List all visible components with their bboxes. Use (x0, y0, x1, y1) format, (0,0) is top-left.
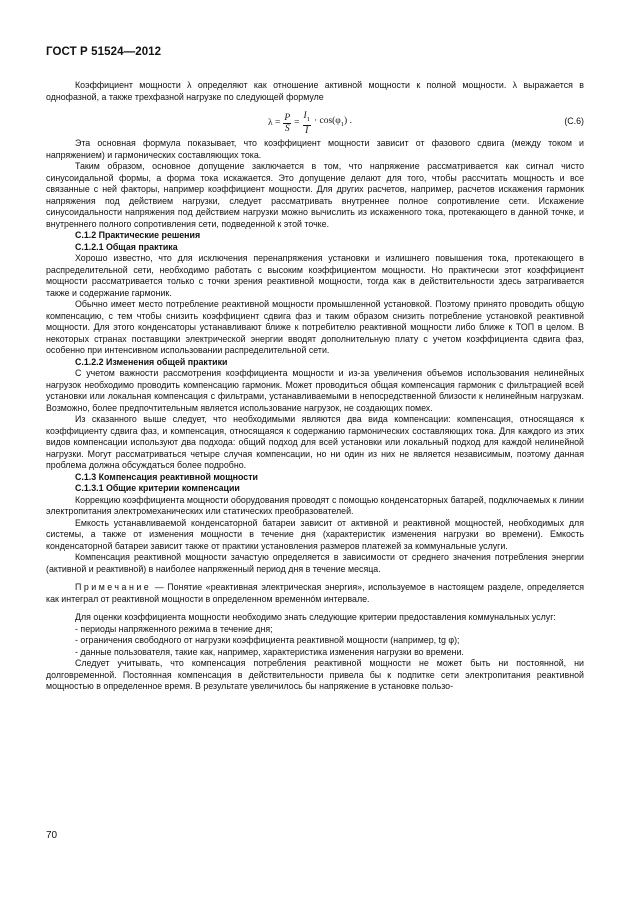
section-heading-c131: С.1.3.1 Общие критерии компенсации (75, 483, 240, 493)
note-paragraph (46, 582, 584, 605)
section-heading-c13: С.1.3 Компенсация реактивной мощности (75, 471, 258, 482)
formula-expression (268, 111, 352, 136)
formula-lhs: λ = (268, 117, 281, 128)
section-heading-c121: С.1.2.1 Общая практика (75, 241, 178, 252)
formula-fraction-p-s (283, 113, 291, 134)
formula-cos-term: · $\cos(\varphi_1)$ . (313, 116, 352, 129)
list-item: - данные пользователя, такие как, например, характеристика изменения нагрузки во времени. (75, 646, 464, 657)
criteria-intro: Для оценки коэффициента мощности необходимо знать следующие критерии предоставления коммунальных услуг: (75, 612, 556, 622)
section-heading-c122: С.1.2.2 Изменения общей практики (75, 356, 228, 367)
formula-frac1-denominator: S (284, 123, 290, 134)
page-number: 70 (46, 830, 58, 841)
paragraph: Коррекцию коэффициента мощности оборудования проводят с помощью конденсаторных батарей, подключаемых к линии электропитания электромеханических или статических преобразователей. (46, 494, 584, 516)
paragraph: Таким образом, основное допущение заключается в том, что напряжение рассматривается как сигнал чисто синусоидальной формы, а форма тока искажается. Это допущение делают для того, чтобы рассчитать мощность и все связанные с ней факторы, например коэффициент мощности. Для других расчетов, например, расчетов искажения гармоник напряжения под действием нагрузки, следует рассматривать внутреннее полное сопротивление сети. Искажение синусоидальности напряжения под действием нагрузки можно вычислить из искаженного тока, протекающего в данной точке, и внутреннего полного сопротивления сети, подведенной к этой точке. (46, 161, 584, 229)
list-item: - ограничения свободного от нагрузки коэффициента реактивной мощности (например, tg φ); (75, 635, 460, 645)
paragraph: Хорошо известно, что для исключения перенапряжения установки и излишнего повышения тока, протекающего в распределительной сети, необходимо работать с высоким коэффициентом мощности. Но практически этот коэффициент мощности рассматривается только с точки зрения реактивной мощности, тогда как в действительности здесь затрагивается также и содержание гармоник. (46, 253, 584, 298)
formula-frac2-denominator: I (305, 125, 309, 136)
paragraph: Из сказанного выше следует, что необходимыми являются два вида компенсации: компенсация, относящаяся к коэффициенту сдвига фаз, и компенсация, относящаяся к содержанию гармонических составляющих тока. Для каждого из этих видов компенсации используют два подхода: общий подход для всей установки или локальный подход для каждой нелинейной нагрузки. Могут рассматриваться четыре случая компенсации, но ни один из них не является независимым, поэтому данная проблема должна обсуждаться более подробно. (46, 414, 584, 470)
paragraph: Обычно имеет место потребление реактивной мощности промышленной установкой. Поэтому принято проводить общую компенсацию, с тем чтобы снизить коэффициент сдвига фаз и таким образом снизить потребление установкой реактивной мощности. Для этого конденсаторы устанавливают ближе к потребителю реактивной мощности либо ближе к ТОП в целом. В некоторых странах поставщики электрической энергии вводят дополнительную плату с учетом коэффициента сдвига фаз, особенно при интенсивном использовании распределительной сети. (46, 299, 584, 355)
paragraph: Компенсация реактивной мощности зачастую определяется в зависимости от среднего значения потребления энергии (активной и реактивной) в наиболее напряженный период дня в течение месяца. (46, 552, 584, 574)
document-header-title: ГОСТ Р 51524—2012 (46, 46, 162, 58)
formula-c6 (46, 108, 584, 134)
paragraph: Эта основная формула показывает, что коэффициент мощности зависит от фазового сдвига (между током и напряжением) и гармонических составляющих тока. (46, 138, 584, 160)
list-item: - периоды напряженного режима в течение дня; (75, 623, 273, 634)
formula-frac1-numerator: P (284, 112, 291, 123)
paragraph: Следует учитывать, что компенсация потребления реактивной мощности не может быть ни постоянной, ни долговременной. Постоянная компенсация в действительности привела бы к подпитке сети электропитания реактивной мощностью в определенное время. В результате увеличилось бы напряжение в установке пользо- (46, 658, 584, 691)
paragraph: С учетом важности рассмотрения коэффициента мощности и из-за увеличения объемов использования нелинейных нагрузок необходимо проводить компенсацию гармоник. Может проводиться общая компенсация гармоник с фильтрацией всей установки или локальная компенсация с фильтрами, устанавливаемыми в непосредственной близости к нелинейным нагрузкам. Возможно, более предпочтительным является использование нагрузок, не создающих помех. (46, 368, 584, 413)
formula-frac2-numerator: $I_1$ (303, 111, 311, 126)
intro-paragraph: Коэффициент мощности λ определяют как отношение активной мощности к полной мощности. λ выражается в однофазной, а также трехфазной нагрузке по следующей формуле (46, 80, 584, 102)
formula-fraction-i1-i (303, 111, 311, 136)
document-body (46, 80, 584, 693)
paragraph: Емкость устанавливаемой конденсаторной батареи зависит от активной и реактивной мощностей, необходимых для системы, а также от изменения мощности в течение дня (характеристик изменения нагрузки во времени). Емкость конденсаторной батареи зависит также от практики установления размеров платежей за коммунальные услуги. (46, 517, 584, 551)
note-label: Примечание (75, 582, 152, 592)
section-heading-c12: С.1.2 Практические решения (75, 230, 201, 240)
formula-equals: = (294, 117, 300, 128)
formula-number: (C.6) (564, 116, 584, 126)
note-text: — Понятие «реактивная электрическая энергия», используемое в настоящем разделе, определяется как интеграл от реактивной мощности в определенном временнóм интервале. (46, 582, 584, 604)
